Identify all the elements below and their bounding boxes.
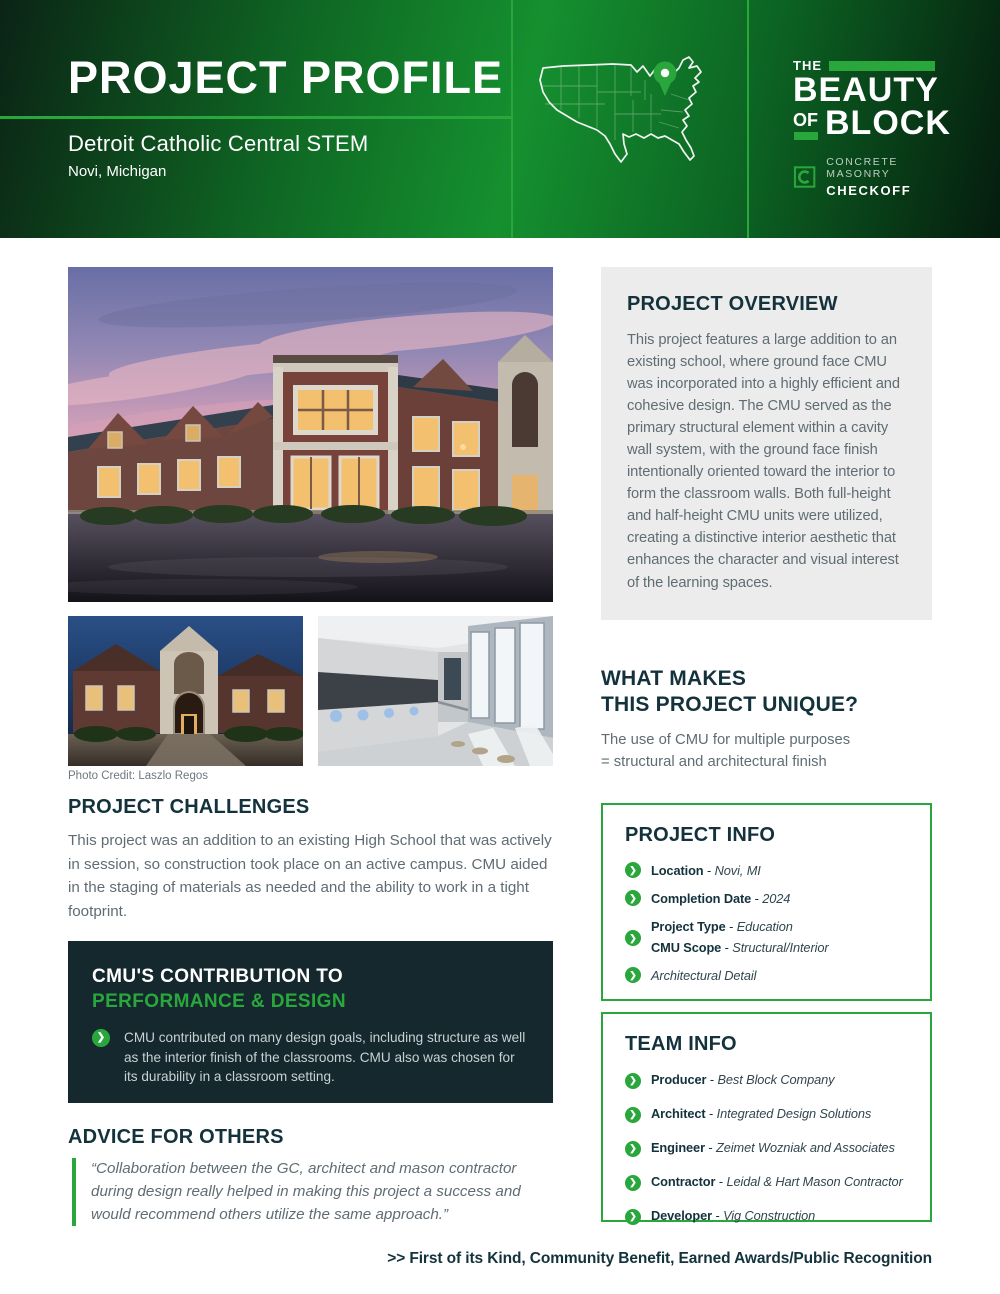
info-label: Engineer bbox=[651, 1140, 705, 1156]
logo-bar bbox=[829, 61, 935, 71]
checkoff-c-icon bbox=[793, 162, 816, 192]
entrance-night-photo bbox=[68, 616, 303, 766]
chevron-bullet-icon: ❯ bbox=[92, 1029, 110, 1047]
contribution-heading-line1: CMU'S CONTRIBUTION TO bbox=[92, 966, 344, 987]
advice-heading: ADVICE FOR OTHERS bbox=[68, 1126, 284, 1148]
unique-heading-line2: THIS PROJECT UNIQUE? bbox=[601, 693, 859, 717]
chevron-bullet-icon: ❯ bbox=[625, 1175, 641, 1191]
info-value: Zeimet Wozniak and Associates bbox=[716, 1140, 895, 1156]
header-vertical-divider-left bbox=[511, 0, 513, 238]
header-banner bbox=[0, 0, 1000, 238]
logo-bar-small bbox=[794, 132, 818, 140]
chevron-bullet-icon: ❯ bbox=[625, 1209, 641, 1225]
project-info-heading: PROJECT INFO bbox=[625, 824, 776, 846]
info-value: Novi, MI bbox=[714, 863, 761, 878]
contribution-bullet-text: CMU contributed on many design goals, including structure as well as the interior finish of the classrooms. CMU also was chosen for its durability in a classroom setting. bbox=[124, 1030, 526, 1085]
building-entrance-image bbox=[68, 616, 303, 766]
advice-quote: “Collaboration between the GC, architect and mason contractor during design really helped in making this project a success and would recommend others utilize the same approach.” bbox=[72, 1158, 550, 1226]
info-value: Structural/Interior bbox=[732, 940, 829, 956]
team-info-box bbox=[601, 1012, 932, 1222]
org-name-line2: CHECKOFF bbox=[826, 182, 912, 198]
unique-heading bbox=[601, 666, 932, 719]
photo-credit: Photo Credit: Laszlo Regos bbox=[68, 770, 208, 782]
chevron-bullet-icon: ❯ bbox=[625, 862, 641, 878]
info-value: Best Block Company bbox=[717, 1072, 835, 1087]
footer-highlights: >> First of its Kind, Community Benefit, Earned Awards/Public Recognition bbox=[387, 1250, 932, 1267]
hallway-interior-image bbox=[318, 616, 553, 766]
project-info-row: ❯ Completion Date - 2024 bbox=[625, 888, 912, 909]
header-divider bbox=[0, 116, 512, 119]
beauty-of-block-logo bbox=[793, 58, 951, 198]
info-value: Education bbox=[736, 919, 793, 935]
team-info-heading: TEAM INFO bbox=[625, 1033, 737, 1055]
chevron-bullet-icon: ❯ bbox=[625, 967, 641, 983]
project-overview-box bbox=[601, 267, 932, 620]
info-value: 2024 bbox=[762, 891, 791, 907]
info-label: Project Type bbox=[651, 919, 726, 935]
team-info-row: ❯ Developer - Vig Construction bbox=[625, 1205, 912, 1226]
location-pin-icon bbox=[654, 62, 677, 97]
logo-the: THE bbox=[793, 58, 822, 73]
cmu-contribution-box bbox=[68, 941, 553, 1103]
team-info-row: ❯ Contractor - Leidal & Hart Mason Contractor bbox=[625, 1171, 912, 1192]
team-info-row: ❯ Engineer - Zeimet Wozniak and Associates bbox=[625, 1137, 912, 1158]
contribution-heading-line2: PERFORMANCE & DESIGN bbox=[92, 991, 346, 1012]
unique-body-line2: = structural and architectural finish bbox=[601, 753, 827, 770]
logo-beauty: BEAUTY bbox=[793, 71, 939, 109]
info-label: Architect bbox=[651, 1106, 706, 1122]
unique-section bbox=[601, 666, 932, 773]
info-value: Leidal & Hart Mason Contractor bbox=[726, 1174, 903, 1190]
chevron-bullet-icon: ❯ bbox=[625, 1073, 641, 1089]
project-info-box bbox=[601, 803, 932, 1001]
us-map-icon bbox=[530, 44, 726, 190]
info-label: CMU Scope bbox=[651, 940, 722, 956]
project-name: Detroit Catholic Central STEM bbox=[68, 131, 369, 156]
main-building-photo bbox=[68, 267, 553, 602]
overview-heading: PROJECT OVERVIEW bbox=[627, 293, 838, 315]
info-label: Completion Date bbox=[651, 891, 752, 907]
team-info-row: ❯ Producer - Best Block Company bbox=[625, 1069, 912, 1090]
info-label: Location bbox=[651, 863, 704, 878]
chevron-bullet-icon: ❯ bbox=[625, 930, 641, 946]
info-value: Vig Construction bbox=[723, 1208, 816, 1224]
page-title: PROJECT PROFILE bbox=[68, 52, 504, 103]
overview-body: This project features a large addition to an existing school, where ground face CMU was incorporated into a highly efficient and cohesive design. The CMU served as the primary structural element within a cavity wall system, with the ground face finish intentionally oriented toward the interior to form the classroom walls. Both full-height and half-height CMU units were utilized, creating a distinctive interior aesthetic that enhances the character and visual interest of the learning spaces. bbox=[627, 332, 900, 591]
us-map-graphic bbox=[530, 44, 726, 190]
logo-of: OF bbox=[793, 109, 818, 130]
chevron-bullet-icon: ❯ bbox=[625, 1107, 641, 1123]
chevron-bullet-icon: ❯ bbox=[625, 890, 641, 906]
info-value: Architectural Detail bbox=[651, 968, 757, 984]
challenges-heading: PROJECT CHALLENGES bbox=[68, 796, 310, 818]
unique-body-line1: The use of CMU for multiple purposes bbox=[601, 731, 851, 748]
logo-block: BLOCK bbox=[825, 103, 951, 142]
project-location: Novi, Michigan bbox=[68, 163, 167, 180]
project-info-row bbox=[625, 965, 912, 986]
unique-body bbox=[601, 729, 932, 773]
info-label: Contractor bbox=[651, 1174, 716, 1190]
project-info-row: ❯ Project Type - Education CMU Scope - Structural/Interior bbox=[625, 916, 912, 958]
chevron-bullet-icon: ❯ bbox=[625, 1141, 641, 1157]
info-label: Producer bbox=[651, 1072, 707, 1087]
interior-hallway-photo bbox=[318, 616, 553, 766]
building-exterior-dusk-image bbox=[68, 267, 553, 602]
info-value: Integrated Design Solutions bbox=[716, 1106, 872, 1122]
project-info-row: ❯ Location - Novi, MI bbox=[625, 860, 912, 881]
team-info-row: ❯ Architect - Integrated Design Solutions bbox=[625, 1103, 912, 1124]
header-vertical-divider-right bbox=[747, 0, 749, 238]
unique-heading-line1: WHAT MAKES bbox=[601, 667, 747, 690]
info-label: Developer bbox=[651, 1208, 712, 1224]
challenges-body: This project was an addition to an existing High School that was actively in session, so construction took place on an active campus. CMU aided in the staging of materials as needed and the ability to work in a tight footprint. bbox=[68, 832, 552, 920]
org-name-line1: CONCRETE MASONRY bbox=[826, 155, 898, 180]
